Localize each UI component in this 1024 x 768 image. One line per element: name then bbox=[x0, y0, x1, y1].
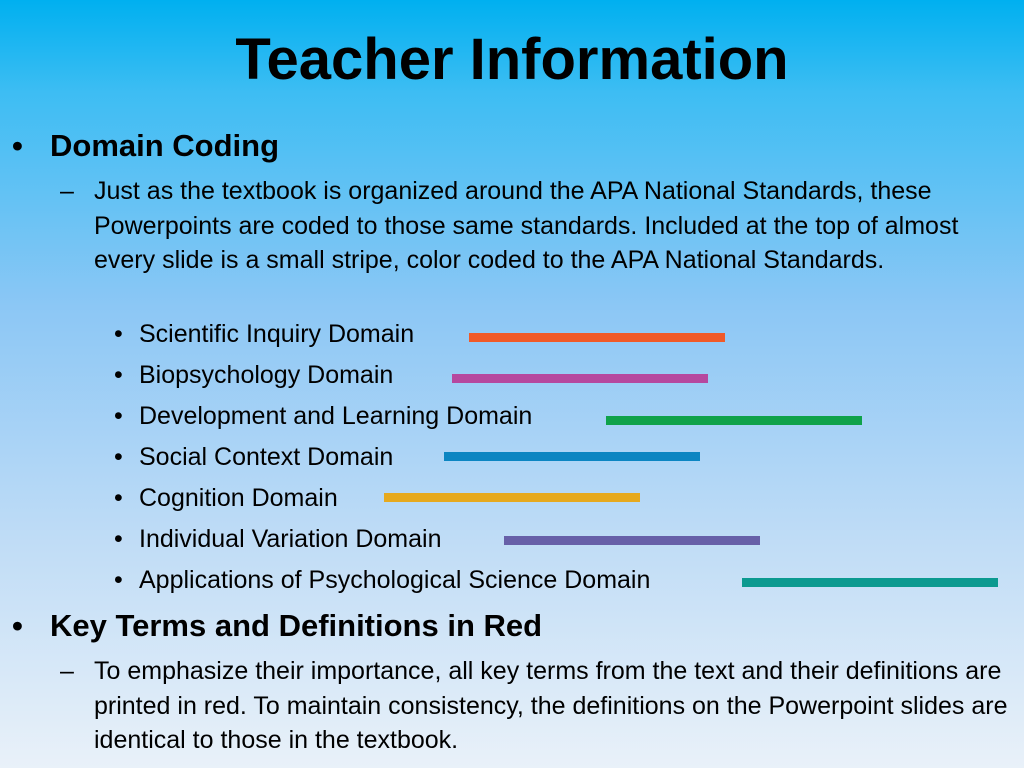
dash: – bbox=[60, 657, 74, 685]
domain-label: Social Context Domain bbox=[139, 443, 394, 471]
description-text: Just as the textbook is organized around the APA National Standards, these Powerpoints are coded to those same standards. Included at the top of almost every slide is a small stripe, color coded to the APA National Standards. bbox=[94, 177, 959, 274]
domain-item bbox=[114, 482, 650, 523]
domain-label: Development and Learning Domain bbox=[139, 402, 533, 430]
cognition-stripe bbox=[384, 493, 640, 502]
domain-list bbox=[114, 318, 650, 605]
bullet: • bbox=[114, 566, 123, 594]
domain-item bbox=[114, 441, 650, 482]
bullet: • bbox=[114, 443, 123, 471]
scientific-inquiry-stripe bbox=[469, 333, 725, 342]
domain-coding-description bbox=[60, 174, 1020, 278]
domain-label: Scientific Inquiry Domain bbox=[139, 320, 415, 348]
domain-label: Biopsychology Domain bbox=[139, 361, 394, 389]
section-key-terms bbox=[12, 608, 542, 644]
applications-stripe bbox=[742, 578, 998, 587]
bullet: • bbox=[114, 525, 123, 553]
description-text: To emphasize their importance, all key terms from the text and their definitions are printed in red. To maintain consistency, the definitions on the Powerpoint slides are identical to those in the textbook. bbox=[94, 657, 1008, 754]
individual-variation-stripe bbox=[504, 536, 760, 545]
bullet: • bbox=[12, 608, 23, 643]
domain-label: Cognition Domain bbox=[139, 484, 338, 512]
dash: – bbox=[60, 177, 74, 205]
section-domain-coding bbox=[12, 128, 279, 164]
domain-item bbox=[114, 400, 650, 441]
biopsychology-stripe bbox=[452, 374, 708, 383]
domain-item bbox=[114, 564, 650, 605]
bullet: • bbox=[12, 128, 23, 163]
development-learning-stripe bbox=[606, 416, 862, 425]
key-terms-description bbox=[60, 654, 1020, 758]
bullet: • bbox=[114, 402, 123, 430]
bullet: • bbox=[114, 361, 123, 389]
section-heading: Domain Coding bbox=[50, 128, 280, 163]
domain-label: Individual Variation Domain bbox=[139, 525, 442, 553]
slide-title: Teacher Information bbox=[235, 27, 789, 92]
domain-label: Applications of Psychological Science Domain bbox=[139, 566, 651, 594]
section-heading: Key Terms and Definitions in Red bbox=[50, 608, 543, 643]
bullet: • bbox=[114, 320, 123, 348]
social-context-stripe bbox=[444, 452, 700, 461]
bullet: • bbox=[114, 484, 123, 512]
